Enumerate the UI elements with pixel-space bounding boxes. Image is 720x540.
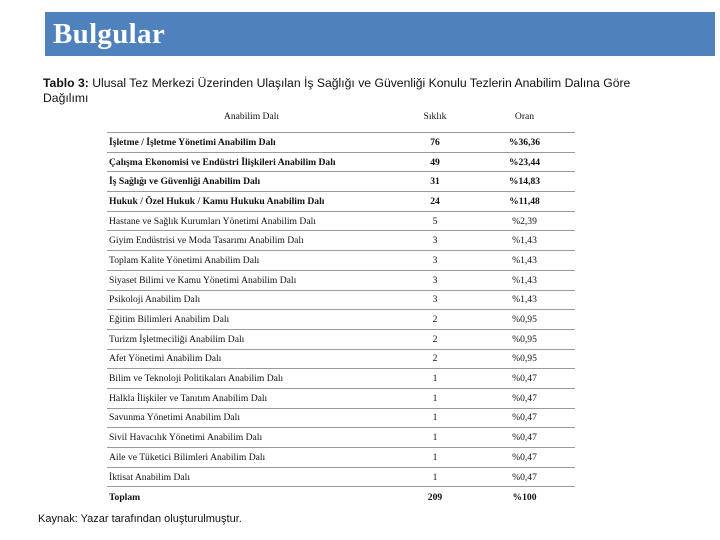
cell-department: Sivil Havacılık Yönetimi Anabilim Dalı <box>107 428 396 448</box>
cell-count: 1 <box>396 467 474 487</box>
table-row <box>107 172 575 192</box>
table-row <box>107 290 575 310</box>
table-row <box>107 211 575 231</box>
cell-count: 1 <box>396 448 474 468</box>
table-row <box>107 152 575 172</box>
cell-count: 24 <box>396 192 474 212</box>
cell-department: Siyaset Bilimi ve Kamu Yönetimi Anabilim Dalı <box>107 270 396 290</box>
cell-ratio: %23,44 <box>474 152 575 172</box>
header-count: Sıklık <box>423 111 447 122</box>
cell-count: 5 <box>396 211 474 231</box>
cell-count: 31 <box>396 172 474 192</box>
table-row <box>107 231 575 251</box>
cell-count: 49 <box>396 152 474 172</box>
cell-department: İşletme / İşletme Yönetimi Anabilim Dalı <box>107 133 396 153</box>
table-row <box>107 133 575 153</box>
cell-department: Toplam Kalite Yönetimi Anabilim Dalı <box>107 251 396 271</box>
cell-department: Turizm İşletmeciliği Anabilim Dalı <box>107 329 396 349</box>
cell-department: Psikoloji Anabilim Dalı <box>107 290 396 310</box>
cell-count: 3 <box>396 270 474 290</box>
table-row <box>107 467 575 487</box>
table-row <box>107 448 575 468</box>
cell-count: 2 <box>396 310 474 330</box>
cell-count: 2 <box>396 349 474 369</box>
cell-count: 1 <box>396 428 474 448</box>
cell-department: Bilim ve Teknoloji Politikaları Anabilim Dalı <box>107 369 396 389</box>
table-row <box>107 329 575 349</box>
header-ratio: Oran <box>514 111 535 122</box>
cell-ratio: %0,95 <box>474 310 575 330</box>
cell-ratio: %1,43 <box>474 231 575 251</box>
table-row <box>107 369 575 389</box>
cell-department: Halkla İlişkiler ve Tanıtım Anabilim Dalı <box>107 388 396 408</box>
cell-count: 2 <box>396 329 474 349</box>
cell-ratio: %0,95 <box>474 329 575 349</box>
slide-title: Bulgular <box>53 17 165 50</box>
caption-label: Tablo 3: <box>43 76 89 90</box>
cell-count: 1 <box>396 369 474 389</box>
total-label: Toplam <box>107 487 396 509</box>
table-caption <box>43 76 673 106</box>
cell-ratio: %0,47 <box>474 428 575 448</box>
table-row <box>107 349 575 369</box>
cell-ratio: %11,48 <box>474 192 575 212</box>
cell-count: 3 <box>396 290 474 310</box>
table-header-row <box>107 109 575 133</box>
table-total-row <box>107 487 575 509</box>
cell-ratio: %0,47 <box>474 448 575 468</box>
table-row <box>107 310 575 330</box>
table-body <box>107 133 575 509</box>
total-ratio: %100 <box>474 487 575 509</box>
cell-department: İktisat Anabilim Dalı <box>107 467 396 487</box>
cell-count: 3 <box>396 231 474 251</box>
table-row <box>107 408 575 428</box>
cell-count: 1 <box>396 388 474 408</box>
table-row <box>107 428 575 448</box>
cell-ratio: %2,39 <box>474 211 575 231</box>
cell-count: 1 <box>396 408 474 428</box>
cell-ratio: %1,43 <box>474 290 575 310</box>
cell-department: Aile ve Tüketici Bilimleri Anabilim Dalı <box>107 448 396 468</box>
cell-ratio: %0,47 <box>474 467 575 487</box>
header-department: Anabilim Dalı <box>223 111 280 122</box>
cell-ratio: %0,47 <box>474 388 575 408</box>
caption-text: Ulusal Tez Merkezi Üzerinden Ulaşılan İş Sağlığı ve Güvenliği Konulu Tezlerin Anabilim Dalına Göre Dağılımı <box>43 76 631 105</box>
cell-department: Savunma Yönetimi Anabilim Dalı <box>107 408 396 428</box>
table-row <box>107 192 575 212</box>
distribution-table <box>107 109 575 508</box>
cell-department: Eğitim Bilimleri Anabilim Dalı <box>107 310 396 330</box>
cell-ratio: %0,47 <box>474 408 575 428</box>
cell-ratio: %36,36 <box>474 133 575 153</box>
cell-ratio: %1,43 <box>474 270 575 290</box>
cell-department: İş Sağlığı ve Güvenliği Anabilim Dalı <box>107 172 396 192</box>
total-count: 209 <box>396 487 474 509</box>
slide-title-bar <box>45 12 715 56</box>
cell-department: Hastane ve Sağlık Kurumları Yönetimi Anabilim Dalı <box>107 211 396 231</box>
table-row <box>107 388 575 408</box>
cell-department: Hukuk / Özel Hukuk / Kamu Hukuku Anabilim Dalı <box>107 192 396 212</box>
cell-ratio: %0,47 <box>474 369 575 389</box>
cell-count: 76 <box>396 133 474 153</box>
table-row <box>107 251 575 271</box>
cell-ratio: %0,95 <box>474 349 575 369</box>
cell-count: 3 <box>396 251 474 271</box>
cell-department: Afet Yönetimi Anabilim Dalı <box>107 349 396 369</box>
cell-ratio: %14,83 <box>474 172 575 192</box>
cell-department: Çalışma Ekonomisi ve Endüstri İlişkileri Anabilim Dalı <box>107 152 396 172</box>
source-note: Kaynak: Yazar tarafından oluşturulmuştur. <box>38 513 242 525</box>
cell-ratio: %1,43 <box>474 251 575 271</box>
cell-department: Giyim Endüstrisi ve Moda Tasarımı Anabilim Dalı <box>107 231 396 251</box>
table-row <box>107 270 575 290</box>
